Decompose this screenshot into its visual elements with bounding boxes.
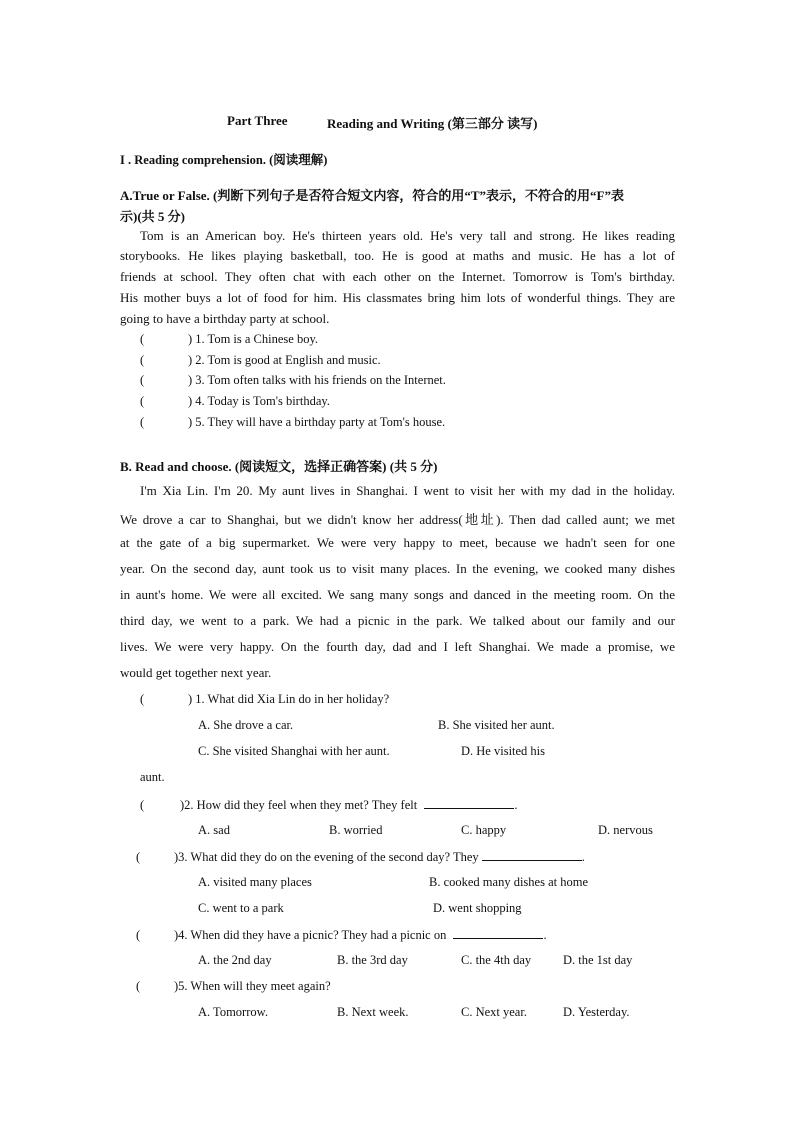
part-label: Part Three	[227, 113, 288, 128]
option-a[interactable]: A. Tomorrow.	[198, 1005, 268, 1019]
tf-item-3[interactable]	[140, 373, 446, 388]
stem-end: .	[543, 928, 547, 942]
tf-item-4[interactable]	[140, 394, 330, 409]
option-d[interactable]: D. the 1st day	[563, 953, 633, 967]
answer-blank[interactable]: (	[136, 850, 141, 864]
question-stem: ) 1. What did Xia Lin do in her holiday?	[188, 692, 390, 706]
option-d-wrap: aunt.	[140, 770, 165, 784]
passage-b-line: lives. We were very happy. On the fourth day, dad and I left Shanghai. We made a promise, we	[120, 639, 675, 654]
passage-b-line: We drove a car to Shanghai, but we didn't know her address(地址). Then dad called aunt; we met	[120, 512, 675, 527]
option-a[interactable]: A. sad	[198, 823, 230, 837]
option-d[interactable]: D. nervous	[598, 823, 653, 837]
part-a-heading-line1: A.True or False. (判断下列句子是否符合短文内容，符合的用“T”表示，不符合的用“F”表	[120, 188, 624, 203]
option-a[interactable]: A. the 2nd day	[198, 953, 272, 967]
option-d[interactable]: D. He visited his	[461, 744, 546, 758]
option-b[interactable]: B. Next week.	[337, 1005, 409, 1019]
passage-a-line: His mother buys a lot of food for him. His classmates bring him lots of wonderful things. They are	[120, 290, 675, 305]
answer-blank[interactable]: (	[140, 332, 145, 346]
answer-blank[interactable]: (	[136, 979, 141, 993]
option-d[interactable]: D. Yesterday.	[563, 1005, 630, 1019]
passage-b-line: in aunt's home. We were all excited. We sang many songs and danced in the meeting room. On the	[120, 587, 675, 602]
question-3	[136, 849, 585, 865]
option-b[interactable]: B. the 3rd day	[337, 953, 408, 967]
tf-item-2[interactable]	[140, 353, 381, 368]
stem-end: .	[581, 850, 585, 864]
stem-end: .	[514, 798, 518, 812]
option-c[interactable]: C. Next year.	[461, 1005, 527, 1019]
fill-blank[interactable]	[424, 797, 514, 809]
passage-b-line: I'm Xia Lin. I'm 20. My aunt lives in Shanghai. I went to visit her with my dad in the holiday.	[140, 483, 675, 498]
answer-blank[interactable]: (	[140, 692, 145, 706]
option-c[interactable]: C. happy	[461, 823, 507, 837]
tf-item-text: ) 5. They will have a birthday party at Tom's house.	[188, 415, 446, 429]
passage-a-line: friends at school. They often chat with each other on the Internet. Tomorrow is Tom's birthday.	[120, 269, 675, 284]
tf-item-5[interactable]	[140, 415, 445, 430]
question-stem: )4. When did they have a picnic? They had a picnic on	[174, 928, 447, 942]
passage-a-line: going to have a birthday party at school.	[120, 311, 330, 326]
passage-a-line: Tom is an American boy. He's thirteen years old. He's very tall and strong. He likes reading	[140, 228, 675, 243]
part-a-heading-line2: 示)(共 5 分)	[120, 209, 185, 224]
question-5	[136, 979, 331, 994]
passage-b-line: would get together next year.	[120, 665, 272, 680]
part-b-heading: B. Read and choose. (阅读短文，选择正确答案) (共 5 分)	[120, 459, 438, 474]
option-c[interactable]: C. the 4th day	[461, 953, 532, 967]
option-a[interactable]: A. She drove a car.	[198, 718, 294, 732]
answer-blank[interactable]: (	[140, 415, 145, 429]
passage-b-line: at the gate of a big supermarket. We were very happy to meet, because we hadn't seen for one	[120, 535, 675, 550]
passage-b-line: third day, we went to a park. We had a picnic in the park. We talked about our family and our	[120, 613, 675, 628]
tf-item-1[interactable]	[140, 332, 318, 347]
answer-blank[interactable]: (	[140, 394, 145, 408]
fill-blank[interactable]	[453, 927, 543, 939]
tf-item-text: ) 4. Today is Tom's birthday.	[188, 394, 330, 408]
question-stem: )2. How did they feel when they met? They felt	[180, 798, 418, 812]
passage-b-line: year. On the second day, aunt took us to visit many places. In the evening, we cooked many dishes	[120, 561, 675, 576]
option-b[interactable]: B. She visited her aunt.	[438, 718, 555, 732]
question-stem: )3. What did they do on the evening of the second day? They	[174, 850, 479, 864]
option-c[interactable]: C. She visited Shanghai with her aunt.	[198, 744, 390, 758]
option-d[interactable]: D. went shopping	[433, 901, 522, 915]
question-2	[140, 797, 517, 813]
question-4	[136, 927, 547, 943]
fill-blank[interactable]	[482, 849, 582, 861]
page-title: Reading and Writing (第三部分 读写)	[327, 116, 538, 131]
tf-item-text: ) 3. Tom often talks with his friends on the Internet.	[188, 373, 446, 387]
option-a[interactable]: A. visited many places	[198, 875, 312, 889]
option-c[interactable]: C. went to a park	[198, 901, 284, 915]
answer-blank[interactable]: (	[140, 798, 145, 812]
option-b[interactable]: B. cooked many dishes at home	[429, 875, 588, 889]
section-heading: I . Reading comprehension. (阅读理解)	[120, 153, 328, 167]
answer-blank[interactable]: (	[140, 353, 145, 367]
answer-blank[interactable]: (	[140, 373, 145, 387]
passage-a-line: storybooks. He likes playing basketball, too. He is good at maths and music. He has a lot of	[120, 248, 675, 263]
option-b[interactable]: B. worried	[329, 823, 383, 837]
question-1	[140, 692, 389, 707]
tf-item-text: ) 2. Tom is good at English and music.	[188, 353, 381, 367]
answer-blank[interactable]: (	[136, 928, 141, 942]
question-stem: )5. When will they meet again?	[174, 979, 331, 993]
tf-item-text: ) 1. Tom is a Chinese boy.	[188, 332, 319, 346]
